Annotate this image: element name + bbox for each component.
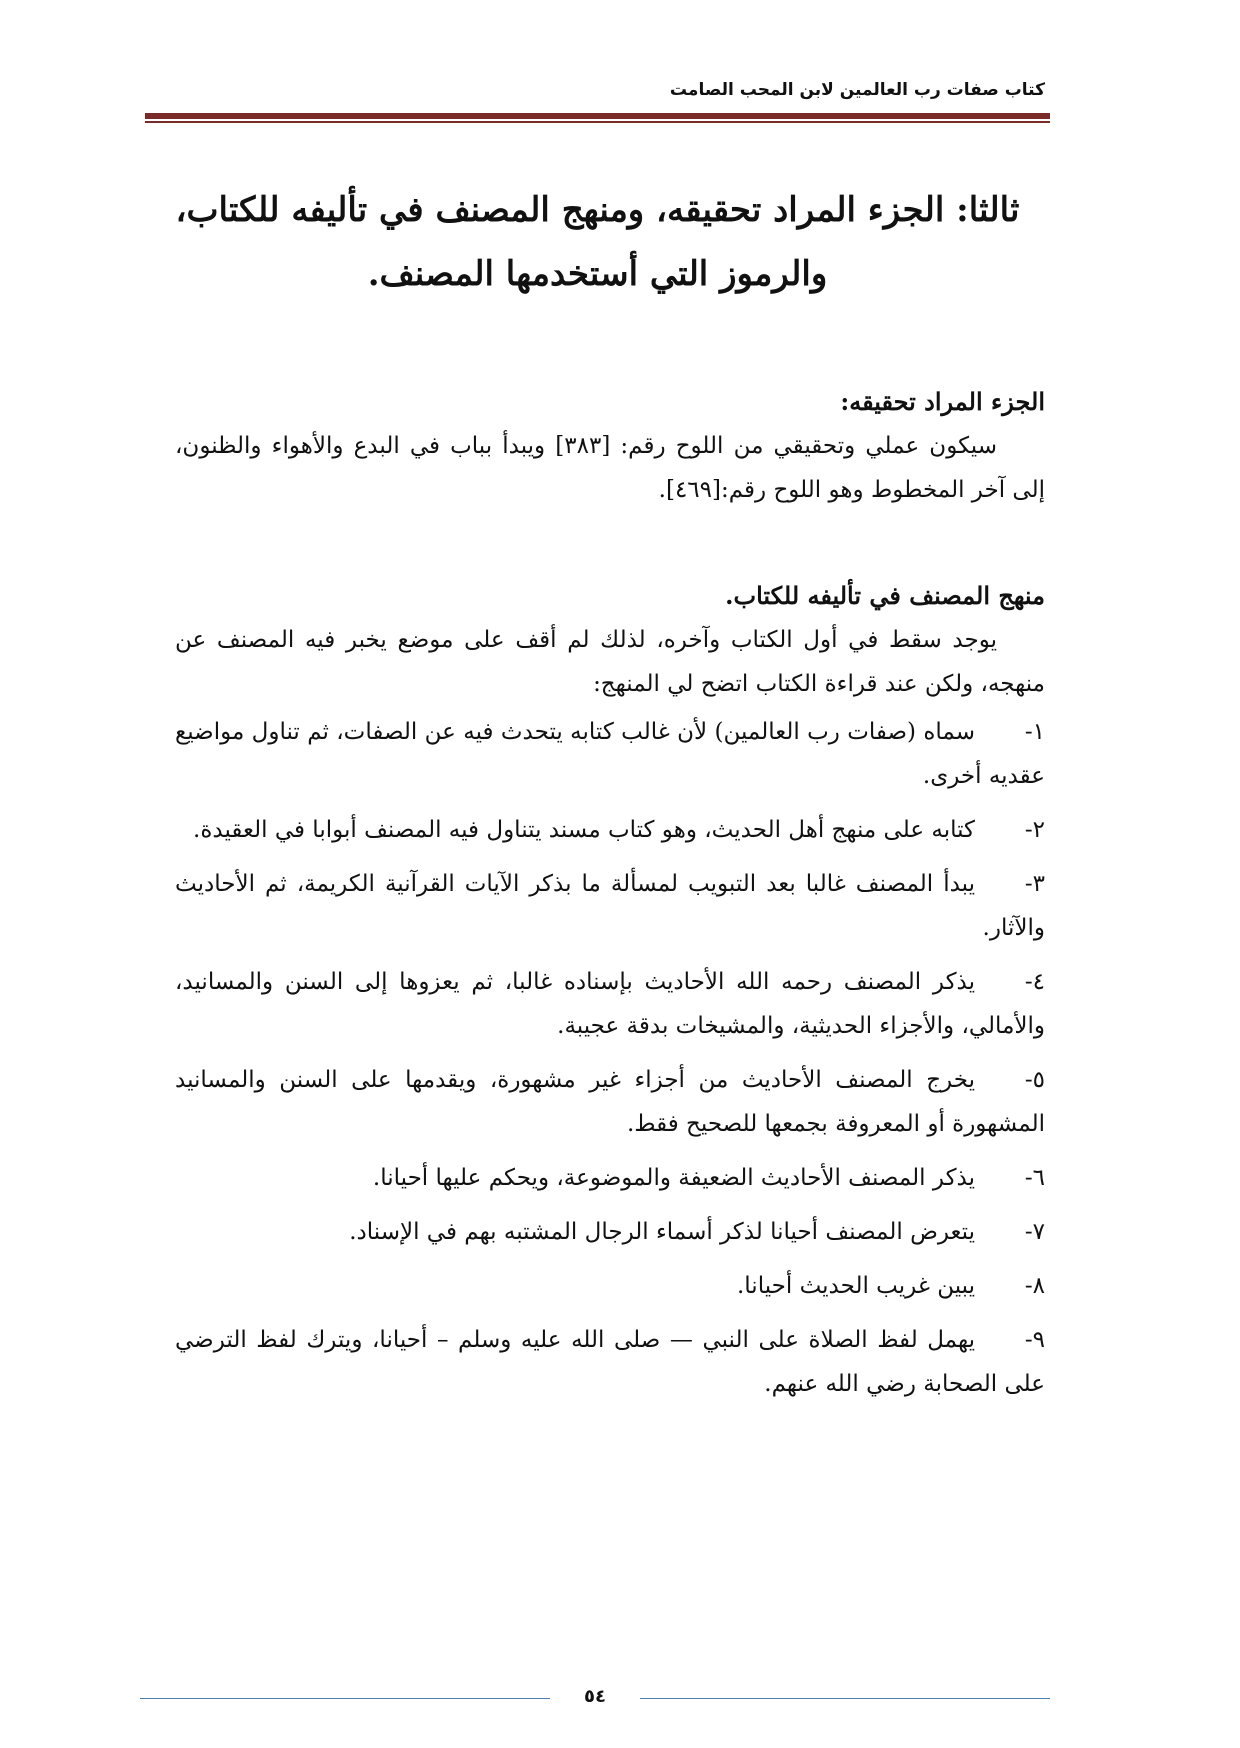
list-item bbox=[175, 710, 1045, 798]
page-number: ٥٤ bbox=[584, 1686, 606, 1707]
list-item-text: يتعرض المصنف أحيانا لذكر أسماء الرجال المشتبه بهم في الإسناد. bbox=[349, 1219, 975, 1245]
header-rule-thin bbox=[145, 121, 1050, 123]
list-item-text: سماه (صفات رب العالمين) لأن غالب كتابه يتحدث فيه عن الصفات، ثم تناول مواضيع عقديه أخرى. bbox=[175, 719, 1045, 789]
footer-rule-left bbox=[140, 1698, 550, 1699]
list-item-text: يذكر المصنف رحمه الله الأحاديث بإسناده غالبا، ثم يعزوها إلى السنن والمسانيد، والأمالي، والأجزاء الحديثية، والمشيخات بدقة عجيبة. bbox=[175, 969, 1045, 1039]
list-item-number: ٨- bbox=[1024, 1273, 1045, 1299]
list-item bbox=[175, 862, 1045, 950]
list-item bbox=[175, 1318, 1045, 1406]
running-header: كتاب صفات رب العالمين لابن المحب الصامت bbox=[669, 80, 1045, 100]
list-item-number: ١- bbox=[1024, 719, 1045, 745]
page-title bbox=[145, 178, 1050, 306]
section-spacer bbox=[175, 512, 1045, 574]
method-list bbox=[175, 710, 1045, 1406]
header-rule-thick bbox=[145, 113, 1050, 119]
list-item bbox=[175, 1156, 1045, 1200]
list-item-number: ٧- bbox=[1024, 1219, 1045, 1245]
list-item-text: يبدأ المصنف غالبا بعد التبويب لمسألة ما بذكر الآيات القرآنية الكريمة، ثم الأحاديث والآثار. bbox=[175, 871, 1045, 941]
list-item-text: يذكر المصنف الأحاديث الضعيفة والموضوعة، ويحكم عليها أحيانا. bbox=[372, 1165, 975, 1191]
list-item-text: يخرج المصنف الأحاديث من أجزاء غير مشهورة، ويقدمها على السنن والمسانيد المشهورة أو المعروفة بجمعها للصحيح فقط. bbox=[175, 1067, 1045, 1137]
list-item-number: ٢- bbox=[1024, 817, 1045, 843]
list-item-text: كتابه على منهج أهل الحديث، وهو كتاب مسند يتناول فيه المصنف أبوابا في العقيدة. bbox=[193, 817, 975, 843]
list-item bbox=[175, 1264, 1045, 1308]
footer-rule-right bbox=[640, 1698, 1050, 1699]
list-item bbox=[175, 1058, 1045, 1146]
page-title-line-2: والرموز التي أستخدمها المصنف. bbox=[367, 254, 828, 294]
section-heading-part: الجزء المراد تحقيقه: bbox=[840, 387, 1045, 416]
section-paragraph-part: سيكون عملي وتحقيقي من اللوح رقم: [٣٨٣] ويبدأ بباب في البدع والأهواء والظنون، إلى آخر المخطوط وهو اللوح رقم:[٤٦٩]. bbox=[175, 433, 1045, 503]
list-item bbox=[175, 808, 1045, 852]
page-title-line-1: ثالثا: الجزء المراد تحقيقه، ومنهج المصنف في تأليفه للكتاب، bbox=[175, 190, 1020, 230]
list-item bbox=[175, 960, 1045, 1048]
section-heading-method: منهج المصنف في تأليفه للكتاب. bbox=[725, 581, 1045, 610]
list-item-number: ٥- bbox=[1024, 1067, 1045, 1093]
list-item bbox=[175, 1210, 1045, 1254]
list-item-number: ٦- bbox=[1024, 1165, 1045, 1191]
list-item-text: يبين غريب الحديث أحيانا. bbox=[736, 1273, 975, 1299]
main-content bbox=[175, 380, 1045, 1416]
list-item-number: ٤- bbox=[1024, 969, 1045, 995]
section-intro-method: يوجد سقط في أول الكتاب وآخره، لذلك لم أقف على موضع يخبر فيه المصنف عن منهجه، ولكن عند قراءة الكتاب اتضح لي المنهج: bbox=[175, 627, 1045, 697]
list-item-number: ٩- bbox=[1024, 1327, 1045, 1353]
list-item-text: يهمل لفظ الصلاة على النبي — صلى الله عليه وسلم – أحيانا، ويترك لفظ الترضي على الصحابة رضي الله عنهم. bbox=[175, 1327, 1045, 1397]
list-item-number: ٣- bbox=[1024, 871, 1045, 897]
